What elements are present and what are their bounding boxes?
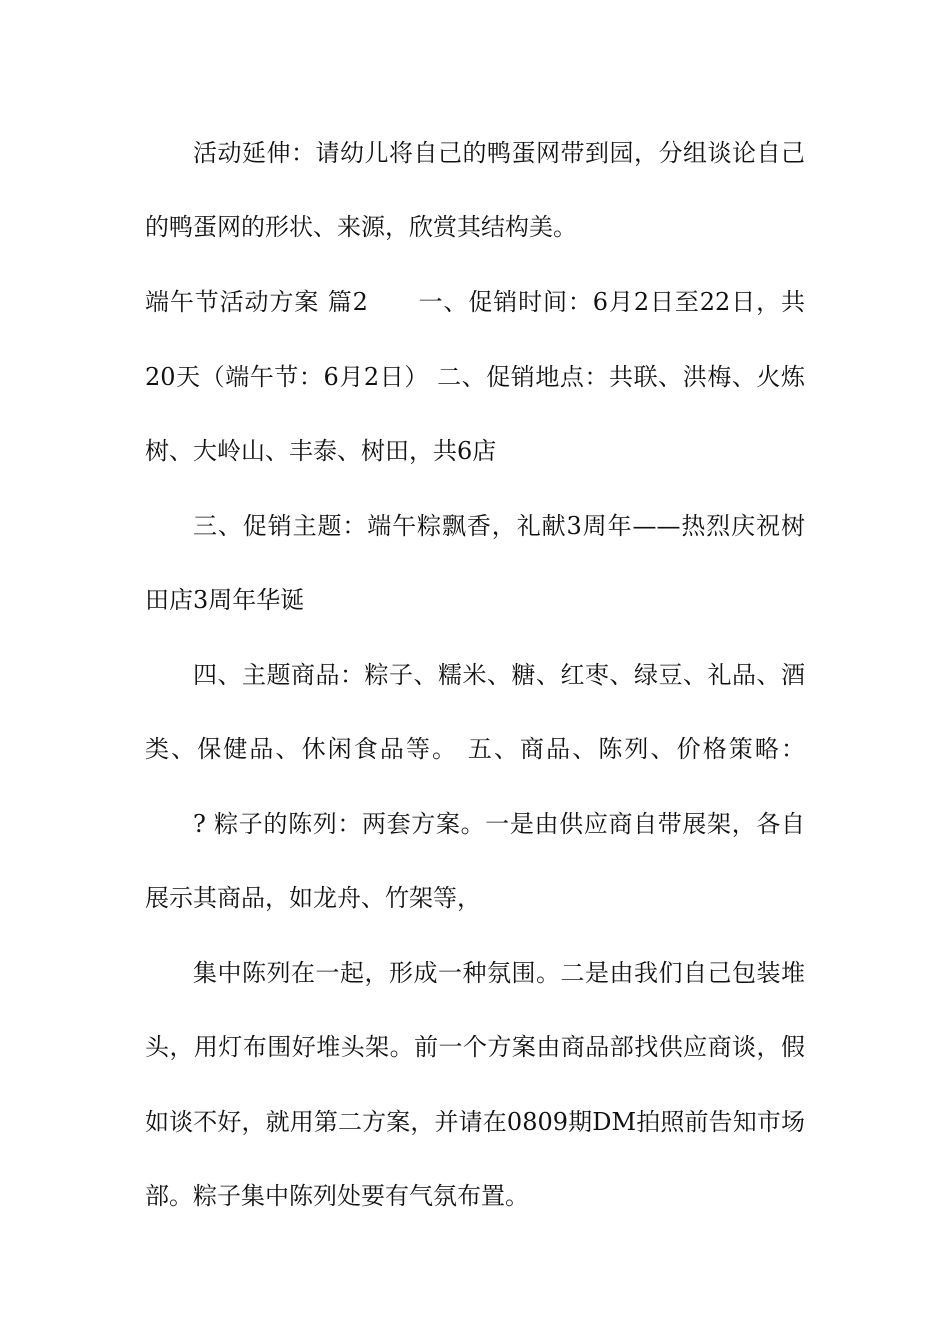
paragraph-line: 四、主题商品：粽子、糯米、糖、红枣、绿豆、礼品、酒 (193, 661, 805, 689)
paragraph-line: 20天（端午节：6月2日） 二、促销地点：共联、洪梅、火炼 (145, 363, 805, 391)
section-heading-line: 端午节活动方案 篇2 一、促销时间：6月2日至22日，共 (145, 288, 805, 316)
paragraph-line: 树、大岭山、丰泰、树田，共6店 (145, 437, 497, 465)
paragraph-line: 田店3周年华诞 (145, 586, 305, 614)
paragraph-line: 活动延伸：请幼儿将自己的鸭蛋网带到园，分组谈论自己 (193, 139, 805, 167)
paragraph-line: 的鸭蛋网的形状、来源，欣赏其结构美。 (145, 213, 577, 241)
paragraph-line: 如谈不好，就用第二方案，并请在0809期DM拍照前告知市场 (145, 1108, 805, 1136)
paragraph-line: 头，用灯布围好堆头架。前一个方案由商品部找供应商谈，假 (145, 1033, 805, 1061)
paragraph-line: 类、保健品、休闲食品等。 五、商品、陈列、价格策略： (145, 735, 805, 763)
paragraph-line: 三、促销主题：端午粽飘香，礼献3周年——热烈庆祝树 (193, 512, 805, 540)
paragraph-line: 集中陈列在一起，形成一种氛围。二是由我们自己包装堆 (193, 959, 805, 987)
paragraph-line: ? 粽子的陈列：两套方案。一是由供应商自带展架，各自 (193, 810, 805, 838)
paragraph-line: 展示其商品，如龙舟、竹架等， (145, 884, 481, 912)
paragraph-line: 部。粽子集中陈列处要有气氛布置。 (145, 1182, 529, 1210)
